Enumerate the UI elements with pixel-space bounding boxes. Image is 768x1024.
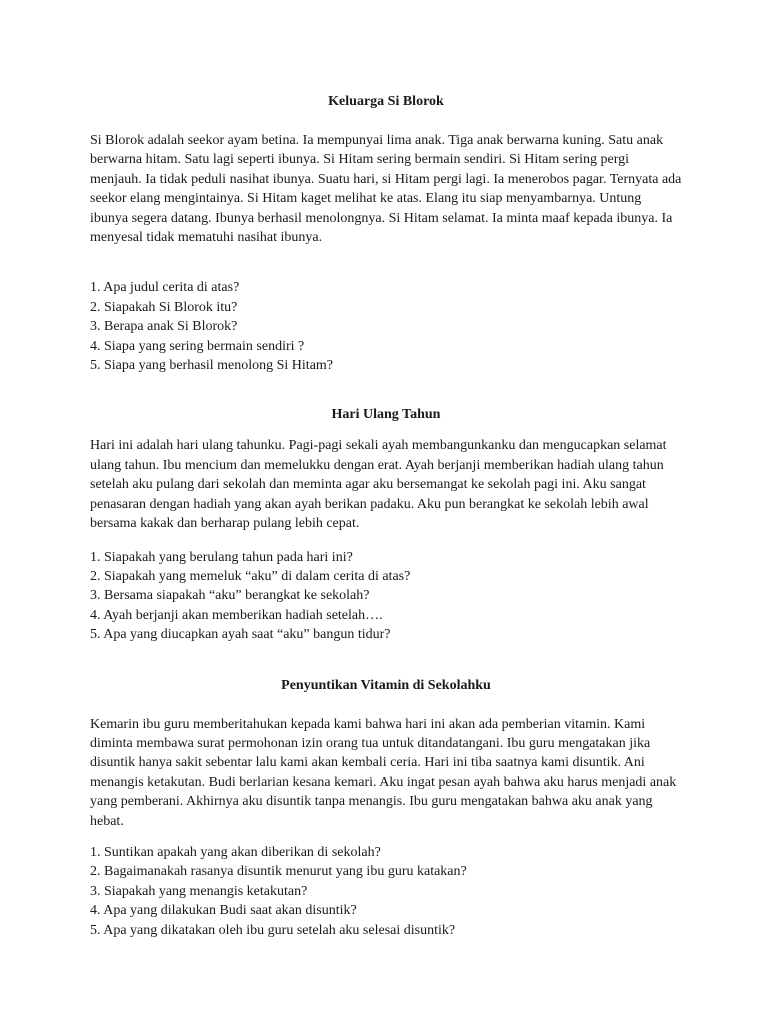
question-item: 4. Siapa yang sering bermain sendiri ? xyxy=(90,338,305,354)
question-item: 2. Siapakah yang memeluk “aku” di dalam cerita di atas? xyxy=(90,568,411,584)
story-title: Hari Ulang Tahun xyxy=(331,407,441,423)
story-body: Kemarin ibu guru memberitahukan kepada kami bahwa hari ini akan ada pemberian vitamin. Kami diminta membawa surat permohonan izin orang tua untuk ditandatangani. Ibu guru mengatakan jika disuntik hanya sakit sebentar lalu kami akan kembali ceria. Hari ini tiba saatnya kami disuntik. Ani menangis ketakutan. Budi berlarian kesana kemari. Aku ingat pesan ayah bahwa aku harus menjadi anak yang pemberani. Akhirnya aku disuntik tanpa menangis. Ibu guru mengatakan bahwa aku anak yang hebat. xyxy=(90,716,677,829)
story-body: Hari ini adalah hari ulang tahunku. Pagi-pagi sekali ayah membangunkanku dan mengucapkan selamat ulang tahun. Ibu mencium dan memelukku dengan erat. Ayah berjanji memberikan hadiah ulang tahun setelah aku pulang dari sekolah dan meminta agar aku bersemangat ke sekolah pagi ini. Aku sangat penasaran dengan hadiah yang akan ayah berikan padaku. Aku pun berangkat ke sekolah lebih awal bersama kakak dan berharap pulang lebih cepat. xyxy=(90,438,667,532)
question-item: 1. Suntikan apakah yang akan diberikan di sekolah? xyxy=(90,844,381,860)
question-item: 2. Bagaimanakah rasanya disuntik menurut yang ibu guru katakan? xyxy=(90,864,467,880)
story-section-1 xyxy=(90,93,682,375)
question-item: 5. Apa yang dikatakan oleh ibu guru setelah aku selesai disuntik? xyxy=(90,922,456,938)
question-item: 3. Berapa anak Si Blorok? xyxy=(90,319,238,335)
question-item: 3. Siapakah yang menangis ketakutan? xyxy=(90,883,308,899)
question-list xyxy=(90,548,682,645)
question-item: 5. Siapa yang berhasil menolong Si Hitam? xyxy=(90,358,334,374)
question-item: 1. Siapakah yang berulang tahun pada hari ini? xyxy=(90,549,353,565)
story-section-3 xyxy=(90,677,682,940)
story-title: Keluarga Si Blorok xyxy=(328,94,444,109)
story-body: Si Blorok adalah seekor ayam betina. Ia mempunyai lima anak. Tiga anak berwarna kuning. Satu anak berwarna hitam. Satu lagi seperti ibunya. Si Hitam sering bermain sendiri. Si Hitam sering pergi menjauh. Ia tidak peduli nasihat ibunya. Suatu hari, si Hitam pergi lagi. Ia menerobos pagar. Ternyata ada seekor elang mengintainya. Si Hitam kaget melihat ke atas. Elang itu siap menyambarnya. Untung ibunya segera datang. Ibunya berhasil menolongnya. Si Hitam selamat. Ia minta maaf kepada ibunya. Ia menyesal tidak mematuhi nasihat ibunya. xyxy=(90,133,682,246)
question-item: 4. Apa yang dilakukan Budi saat akan disuntik? xyxy=(90,903,357,919)
question-item: 5. Apa yang diucapkan ayah saat “aku” bangun tidur? xyxy=(90,627,391,643)
story-section-2 xyxy=(90,406,682,644)
question-list xyxy=(90,843,682,940)
question-item: 1. Apa judul cerita di atas? xyxy=(90,280,240,296)
story-title: Penyuntikan Vitamin di Sekolahku xyxy=(281,677,491,693)
question-list xyxy=(90,278,682,375)
question-item: 2. Siapakah Si Blorok itu? xyxy=(90,299,238,315)
question-item: 3. Bersama siapakah “aku” berangkat ke sekolah? xyxy=(90,588,370,604)
question-item: 4. Ayah berjanji akan memberikan hadiah setelah…. xyxy=(90,607,383,623)
